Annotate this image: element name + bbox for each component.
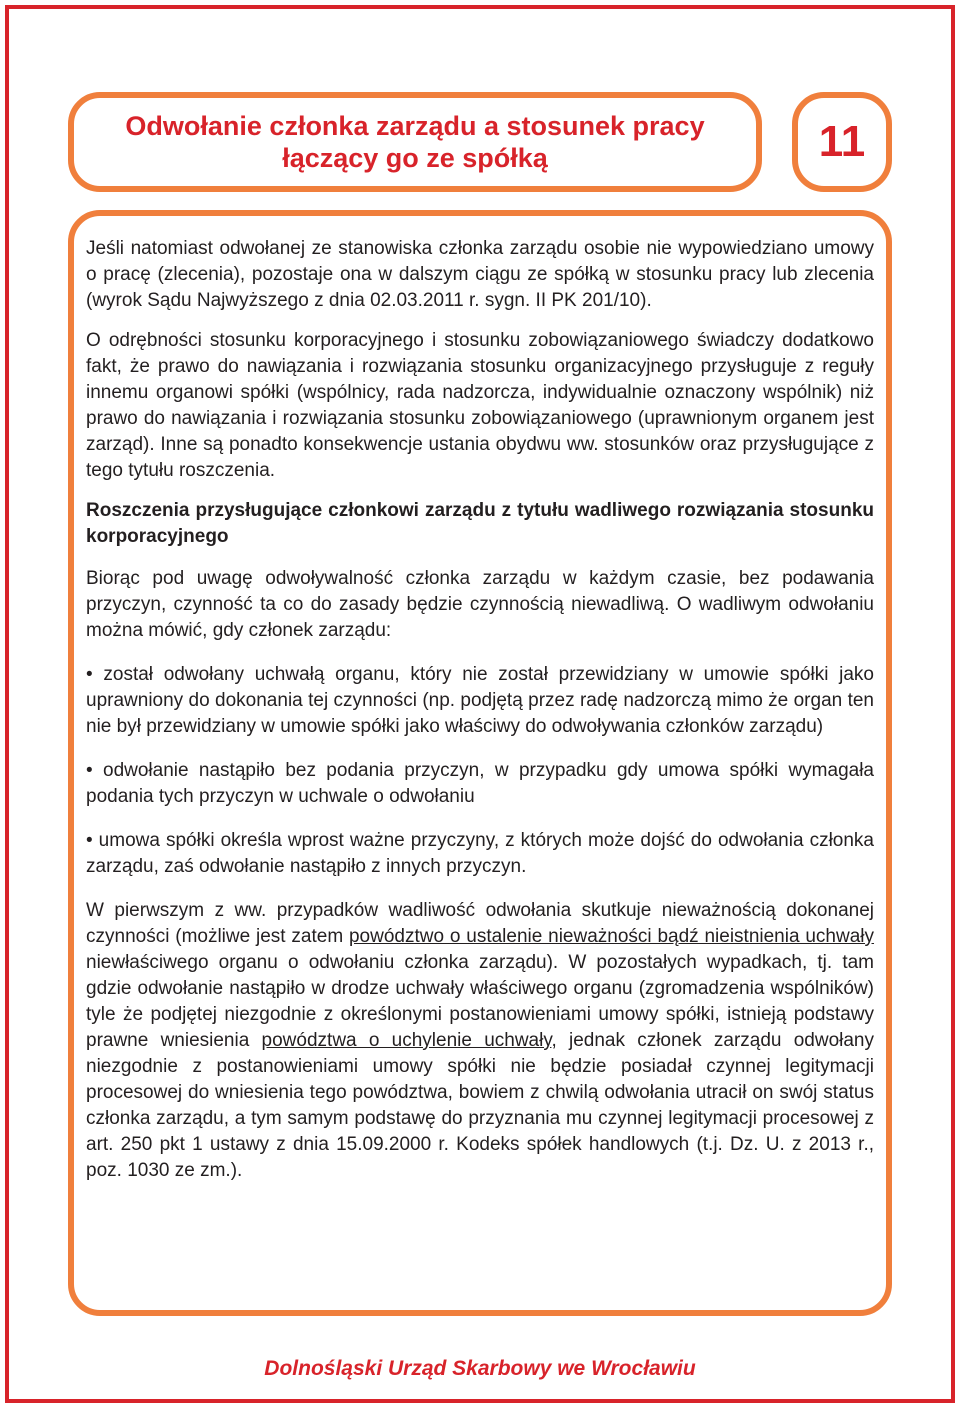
paragraph-4	[86, 898, 874, 1184]
paragraph-3: Biorąc pod uwagę odwoływalność członka zarządu w każdym czasie, bez podawania przyczyn, czynność ta co do zasady będzie czynnością niewadliwą. O wadliwym odwołaniu można mówić, gdy członek zarządu:	[86, 568, 874, 641]
paragraph-4-part-b: niewłaściwego organu o odwołaniu członka zarządu). W pozostałych wypadkach, tj. tam gdzie odwołanie nastąpiło w drodze uchwały właściwego organu (zgromadzenia wspólników) tyle że podjętej niezgodnie z określonymi postanowieniami umowy spółki, istnieją podstawy prawne wniesienia	[86, 952, 874, 1051]
page-title-line-2: łączący go ze spółką	[282, 143, 548, 173]
bullet-item-2: • odwołanie nastąpiło bez podania przyczyn, w przypadku gdy umowa spółki wymagała podania tych przyczyn w uchwale o odwołaniu	[86, 760, 874, 807]
bullet-item-1: • został odwołany uchwałą organu, który nie został przewidziany w umowie spółki jako uprawniony do dokonania tej czynności (np. podjętą przez radę nadzorczą mimo że organ ten nie był przewidziany w umowie spółki jako właściwy do odwoływania członków zarządu)	[86, 664, 874, 737]
title-box	[68, 92, 762, 192]
section-heading: Roszczenia przysługujące członkowi zarządu z tytułu wadliwego rozwiązania stosunku korporacyjnego	[86, 500, 874, 547]
link-powodztwo-o-uchylenie[interactable]: powództwa o uchylenie uchwały	[261, 1030, 552, 1051]
link-powodztwo-o-ustalenie[interactable]: powództwo o ustalenie nieważności bądź nieistnienia uchwały	[348, 926, 875, 947]
paragraph-1: Jeśli natomiast odwołanej ze stanowiska członka zarządu osobie nie wypowiedziano umowy o pracę (zlecenia), pozostaje ona w dalszym ciągu ze spółką w stosunku pracy lub zlecenia (wyrok Sądu Najwyższego z dnia 02.03.2011 r. sygn. II PK 201/10).	[86, 238, 874, 311]
content-box	[68, 210, 892, 1316]
bullet-item-3: • umowa spółki określa wprost ważne przyczyny, z których może dojść do odwołania członka zarządu, zaś odwołanie nastąpiło z innych przyczyn.	[86, 830, 874, 877]
page-number-box	[792, 92, 892, 192]
paragraph-2: O odrębności stosunku korporacyjnego i stosunku zobowiązaniowego świadczy dodatkowo fakt, że prawo do nawiązania i rozwiązania stosunku organizacyjnego przysługuje z reguły innemu organowi spółki (wspólnicy, rada nadzorcza, indywidualnie oznaczony wspólnik) niż prawo do nawiązania i rozwiązania stosunku zobowiązaniowego (uprawnionym organem jest zarząd). Inne są ponadto konsekwencje ustania obydwu ww. stosunków oraz przysługujące z tego tytułu roszczenia.	[86, 330, 874, 481]
paragraph-4-part-c: , jednak członek zarządu odwołany niezgodnie z postanowieniami umowy spółki nie będzie posiadał czynnej legitymacji procesowej do wniesienia tego powództwa, bowiem z chwilą odwołania utracił on swój status członka zarządu, a tym samym podstawę do przyznania mu czynnej legitymacji procesowej z art. 250 pkt 1 ustawy z dnia 15.09.2000 r. Kodeks spółek handlowych (t.j. Dz. U. z 2013 r., poz. 1030 ze zm.).	[86, 1030, 875, 1181]
footer-text: Dolnośląski Urząd Skarbowy we Wrocławiu	[264, 1357, 696, 1380]
paragraph-4-part-a: W pierwszym z ww. przypadków wadliwość odwołania skutkuje nieważnością dokonanej czynności (możliwe jest zatem	[86, 900, 874, 947]
page-number: 11	[818, 117, 866, 166]
page-title-line-1: Odwołanie członka zarządu a stosunek pracy	[125, 111, 705, 141]
